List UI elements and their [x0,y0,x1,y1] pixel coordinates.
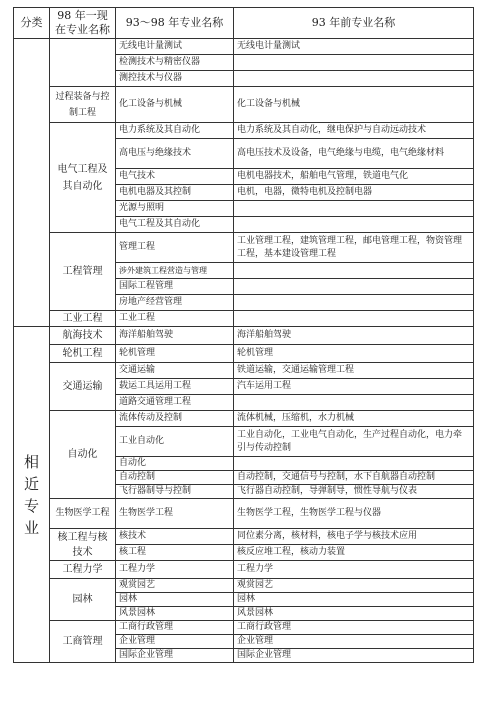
group-name [50,39,116,87]
mid-name: 核技术 [116,529,234,545]
table-row [14,311,474,327]
mid-name: 工业自动化 [116,427,234,457]
old-name: 无线电计量测试 [234,39,474,55]
mid-name: 检测技术与精密仪器 [116,55,234,71]
old-name [234,217,474,233]
old-name: 观赏园艺 [234,579,474,593]
mid-name: 房地产经营管理 [116,295,234,311]
group-name: 园林 [50,579,116,621]
table-row [14,529,474,545]
old-name: 工业自动化，工业电气自动化，生产过程自动化，电力牵引与传动控制 [234,427,474,457]
old-name [234,295,474,311]
mid-name: 涉外建筑工程营造与管理 [116,263,234,279]
header-row [14,8,474,39]
mid-name: 观赏园艺 [116,579,234,593]
old-name [234,263,474,279]
mid-name: 化工设备与机械 [116,87,234,123]
old-name: 电机，电器，微特电机及控制电器 [234,185,474,201]
old-name [234,311,474,327]
table-row [14,411,474,427]
old-name [234,395,474,411]
table-row [14,345,474,363]
mid-name: 自动控制 [116,471,234,485]
old-name: 电机电器技术，船舶电气管理，铁道电气化 [234,169,474,185]
table-row [14,363,474,379]
old-name: 海洋船舶驾驶 [234,327,474,345]
mid-name: 电机电器及其控制 [116,185,234,201]
mid-name: 风景园林 [116,607,234,621]
old-name: 汽车运用工程 [234,379,474,395]
old-name: 国际企业管理 [234,649,474,663]
mid-name: 工程力学 [116,561,234,579]
old-name: 流体机械，压缩机，水力机械 [234,411,474,427]
group-name: 交通运输 [50,363,116,411]
header-pre-93-name: 93 年前专业名称 [234,8,474,39]
old-name: 化工设备与机械 [234,87,474,123]
table-row [14,621,474,635]
old-name [234,457,474,471]
group-name: 工业工程 [50,311,116,327]
mid-name: 轮机管理 [116,345,234,363]
mid-name: 电力系统及其自动化 [116,123,234,139]
mid-name: 道路交通管理工程 [116,395,234,411]
mid-name: 国际工程管理 [116,279,234,295]
group-name: 电气工程及其自动化 [50,123,116,233]
mid-name: 载运工具运用工程 [116,379,234,395]
old-name: 电力系统及其自动化，继电保护与自动远动技术 [234,123,474,139]
group-name: 工程管理 [50,233,116,311]
group-name: 工程力学 [50,561,116,579]
old-name: 同位素分离，核材料，核电子学与核技术应用 [234,529,474,545]
table-row [14,579,474,593]
old-name: 工业管理工程，建筑管理工程，邮电管理工程，物资管理工程，基本建设管理工程 [234,233,474,263]
category-related [14,327,50,663]
mid-name: 流体传动及控制 [116,411,234,427]
mid-name: 电气工程及其自动化 [116,217,234,233]
old-name: 生物医学工程，生物医学工程与仪器 [234,499,474,529]
mid-name: 交通运输 [116,363,234,379]
table-row [14,123,474,139]
mid-name: 园林 [116,593,234,607]
group-name: 过程装备与控制工程 [50,87,116,123]
table-row [14,561,474,579]
mid-name: 光源与照明 [116,201,234,217]
category-cell-top [14,39,50,327]
mid-name: 无线电计量测试 [116,39,234,55]
mid-name: 管理工程 [116,233,234,263]
mid-name: 工业工程 [116,311,234,327]
old-name: 园林 [234,593,474,607]
table-row [14,499,474,529]
old-name: 工程力学 [234,561,474,579]
mid-name: 国际企业管理 [116,649,234,663]
old-name: 工商行政管理 [234,621,474,635]
group-name: 核工程与核技术 [50,529,116,561]
table-row [14,39,474,55]
group-name: 生物医学工程 [50,499,116,529]
old-name: 自动控制，交通信号与控制，水下自航器自动控制 [234,471,474,485]
old-name [234,279,474,295]
header-current-name: 98 年一现在专业名称 [50,8,116,39]
mid-name: 自动化 [116,457,234,471]
mid-name: 高电压与绝缘技术 [116,139,234,169]
old-name: 高电压技术及设备，电气绝缘与电缆，电气绝缘材料 [234,139,474,169]
group-name: 自动化 [50,411,116,499]
table-row [14,87,474,123]
group-name: 工商管理 [50,621,116,663]
old-name [234,201,474,217]
group-name: 航海技术 [50,327,116,345]
old-name [234,71,474,87]
table-row [14,233,474,263]
header-category: 分类 [14,8,50,39]
table-row [14,327,474,345]
mid-name: 生物医学工程 [116,499,234,529]
mid-name: 电气技术 [116,169,234,185]
old-name: 核反应堆工程，核动力装置 [234,545,474,561]
mid-name: 企业管理 [116,635,234,649]
group-name: 轮机工程 [50,345,116,363]
mid-name: 飞行器制导与控制 [116,485,234,499]
major-name-table [13,7,474,663]
mid-name: 核工程 [116,545,234,561]
old-name: 风景园林 [234,607,474,621]
old-name: 轮机管理 [234,345,474,363]
mid-name: 海洋船舶驾驶 [116,327,234,345]
major-table-sheet [13,7,473,701]
old-name: 飞行器自动控制，导弹制导，惯性导航与仪表 [234,485,474,499]
mid-name: 工商行政管理 [116,621,234,635]
header-93-98-name: 93～98 年专业名称 [116,8,234,39]
old-name: 企业管理 [234,635,474,649]
category-related-label: 相近专业 [23,452,39,537]
old-name: 铁道运输，交通运输管理工程 [234,363,474,379]
mid-name: 测控技术与仪器 [116,71,234,87]
old-name [234,55,474,71]
